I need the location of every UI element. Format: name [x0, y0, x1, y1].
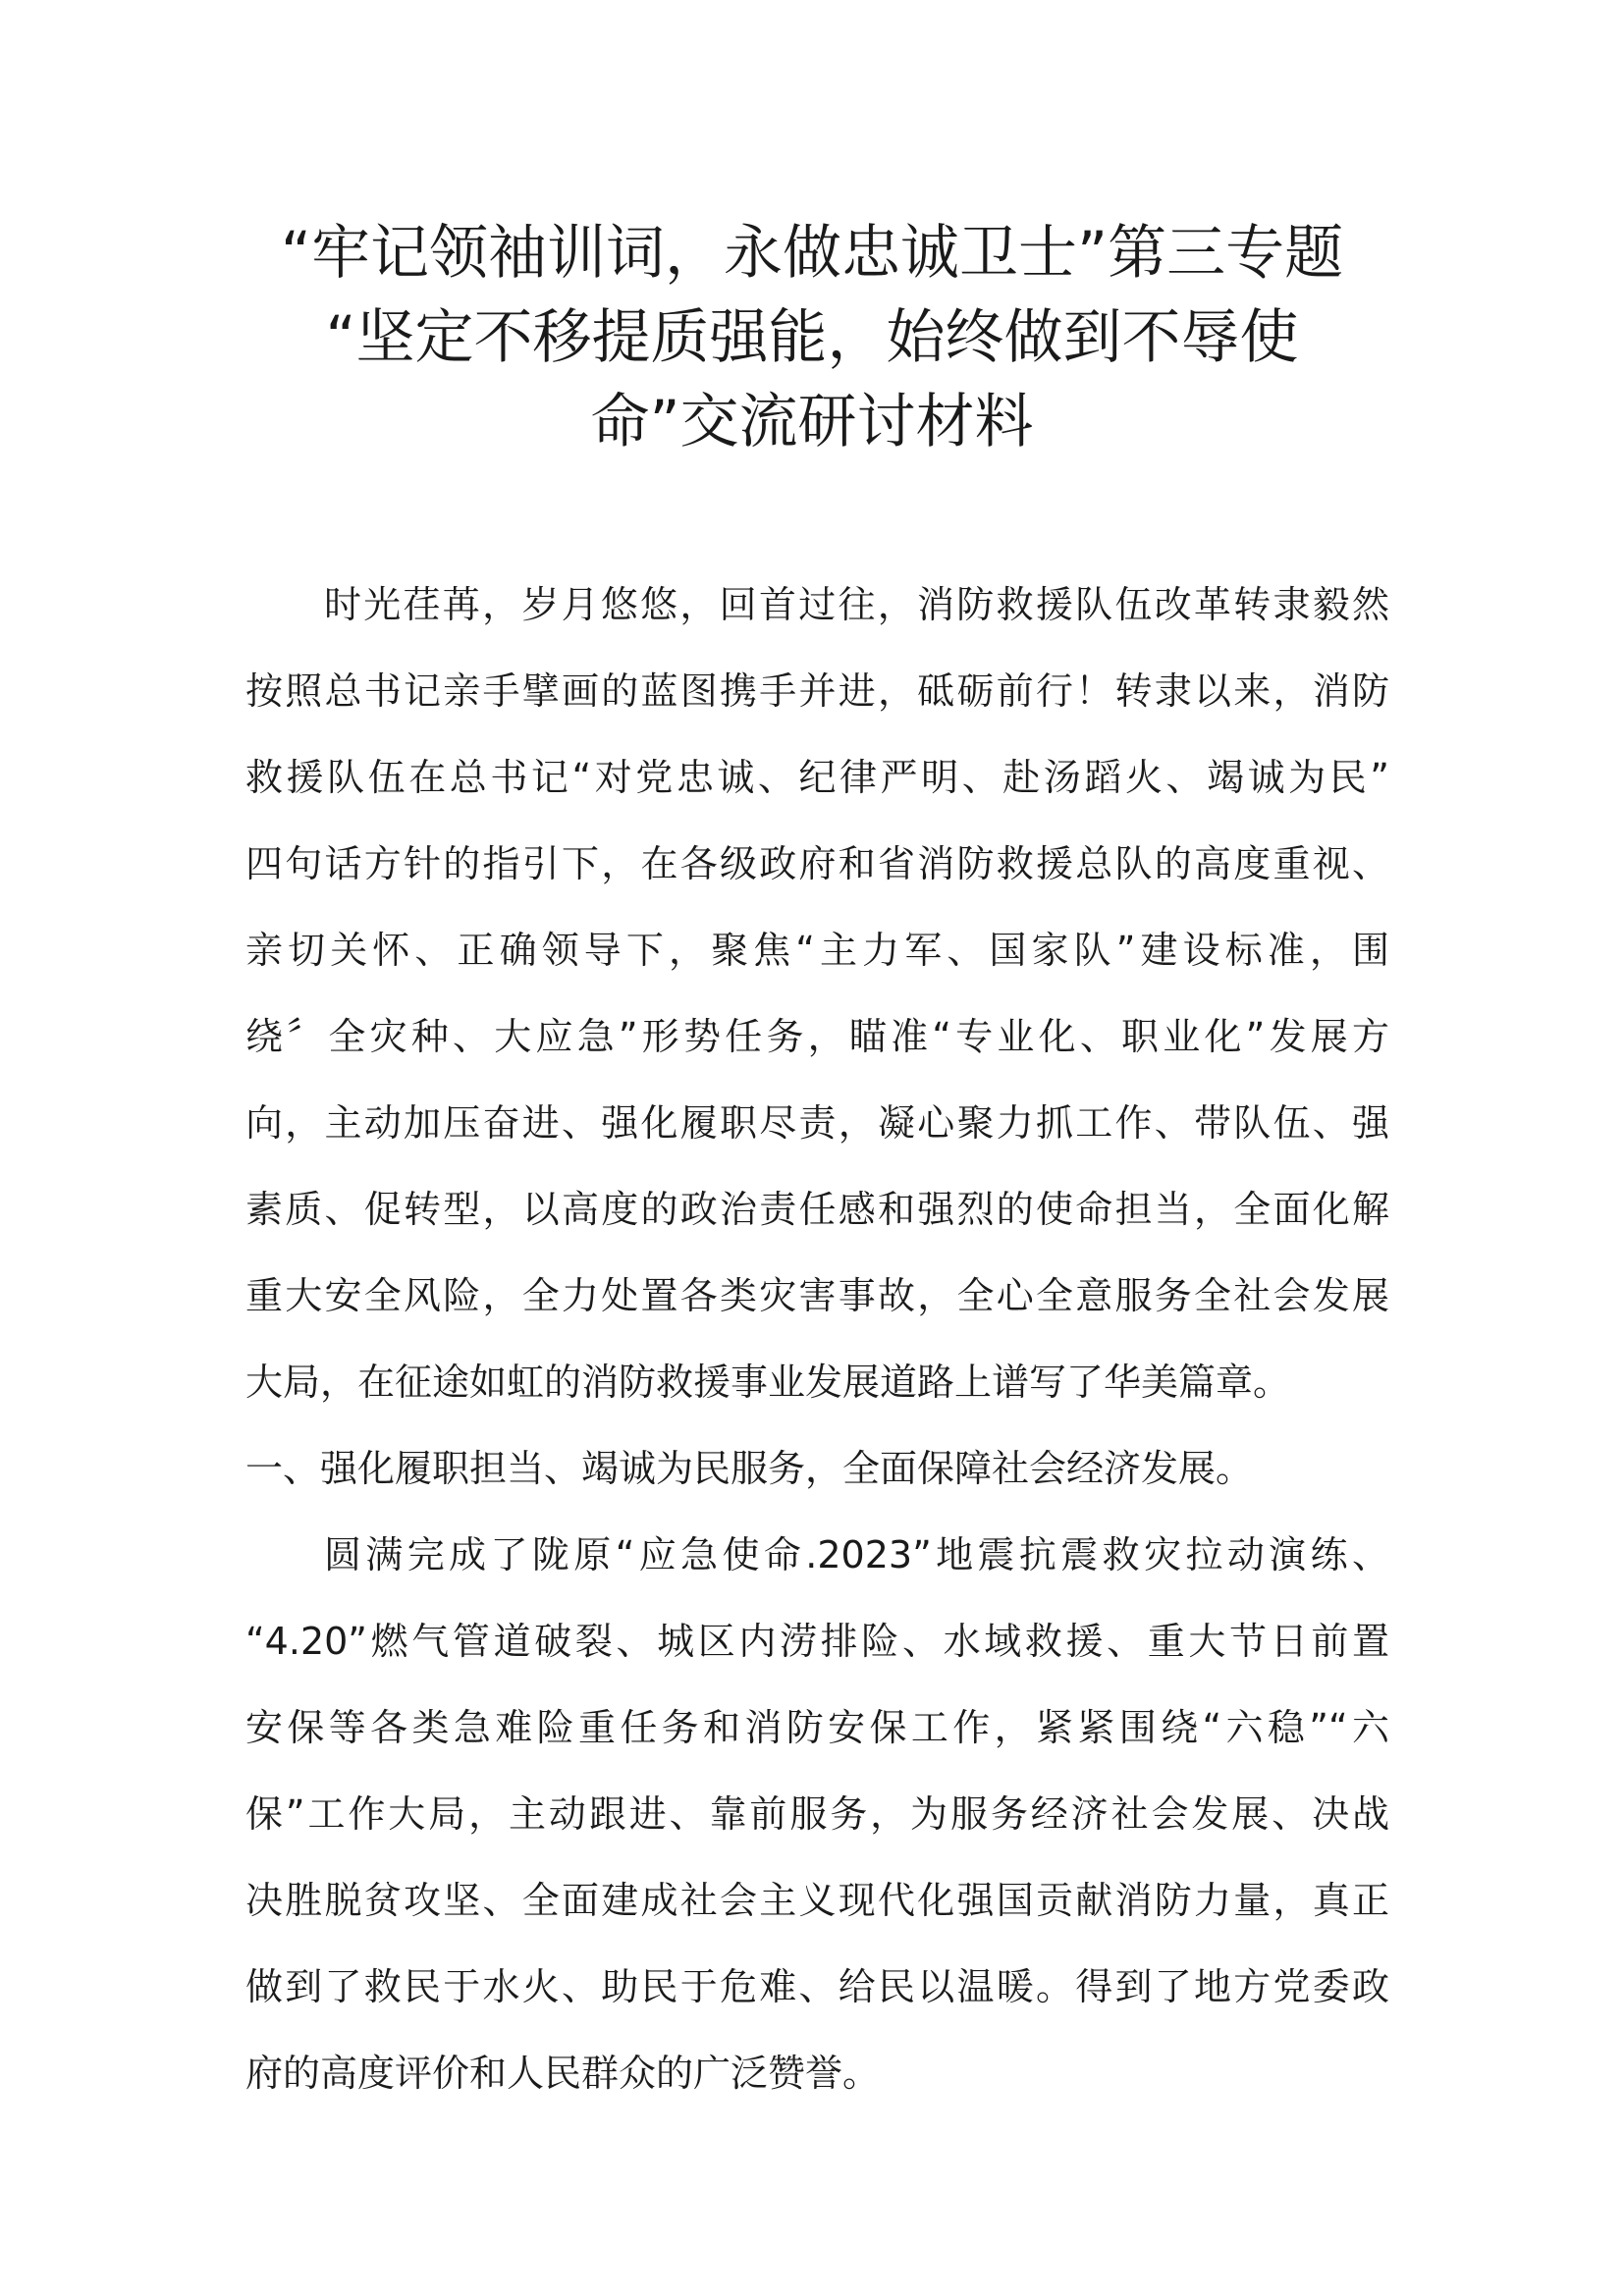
text-line: 重大安全风险，全力处置各类灾害事故，全心全意服务全社会发展 — [245, 1274, 1389, 1317]
text-line: 四句话方针的指引下，在各级政府和省消防救援总队的高度重视、 — [245, 842, 1389, 885]
text-line: “4.20”燃气管道破裂、城区内涝排险、水域救援、重大节日前置 — [245, 1620, 1389, 1663]
text-line: 圆满完成了陇原“应急使命.2023”地震抗震救灾拉动演练、 — [324, 1533, 1389, 1576]
paragraph-1 — [245, 561, 1389, 1425]
document-title — [226, 211, 1398, 464]
text-line: 救援队伍在总书记“对党忠诚、纪律严明、赴汤蹈火、竭诚为民” — [245, 756, 1389, 799]
text-line: 绕〞全灾种、大应急”形势任务，瞄准“专业化、职业化”发展方 — [245, 1015, 1389, 1058]
text-line: 亲切关怀、正确领导下，聚焦“主力军、国家队”建设标准，围 — [245, 929, 1389, 972]
document-body — [245, 561, 1389, 2116]
text-line: 按照总书记亲手擘画的蓝图携手并进，砥砺前行！转隶以来，消防 — [245, 669, 1389, 713]
text-line: 决胜脱贫攻坚、全面建成社会主义现代化强国贡献消防力量，真正 — [245, 1879, 1389, 1922]
paragraph-2 — [245, 1512, 1389, 2116]
text-line: 时光荏苒，岁月悠悠，回首过往，消防救援队伍改革转隶毅然 — [324, 583, 1389, 626]
text-line: 向，主动加压奋进、强化履职尽责，凝心聚力抓工作、带队伍、强 — [245, 1101, 1389, 1145]
title-line: 命”交流研讨材料 — [590, 388, 1034, 456]
section-heading: 一、强化履职担当、竭诚为民服务，全面保障社会经济发展。 — [245, 1447, 1254, 1490]
text-line: 大局，在征途如虹的消防救援事业发展道路上谱写了华美篇章。 — [245, 1361, 1291, 1404]
text-line: 做到了救民于水火、助民于危难、给民以温暖。得到了地方党委政 — [245, 1965, 1389, 2008]
title-line: “坚定不移提质强能，始终做到不辱使 — [325, 303, 1299, 372]
text-line: 安保等各类急难险重任务和消防安保工作，紧紧围绕“六稳”“六 — [245, 1706, 1389, 1749]
title-line: “牢记领袖训词，永做忠诚卫士”第三专题 — [280, 219, 1344, 288]
text-line: 素质、促转型，以高度的政治责任感和强烈的使命担当，全面化解 — [245, 1188, 1389, 1231]
text-line: 府的高度评价和人民群众的广泛赞誉。 — [245, 2052, 881, 2095]
text-line: 保”工作大局，主动跟进、靠前服务，为服务经济社会发展、决战 — [245, 1792, 1389, 1836]
